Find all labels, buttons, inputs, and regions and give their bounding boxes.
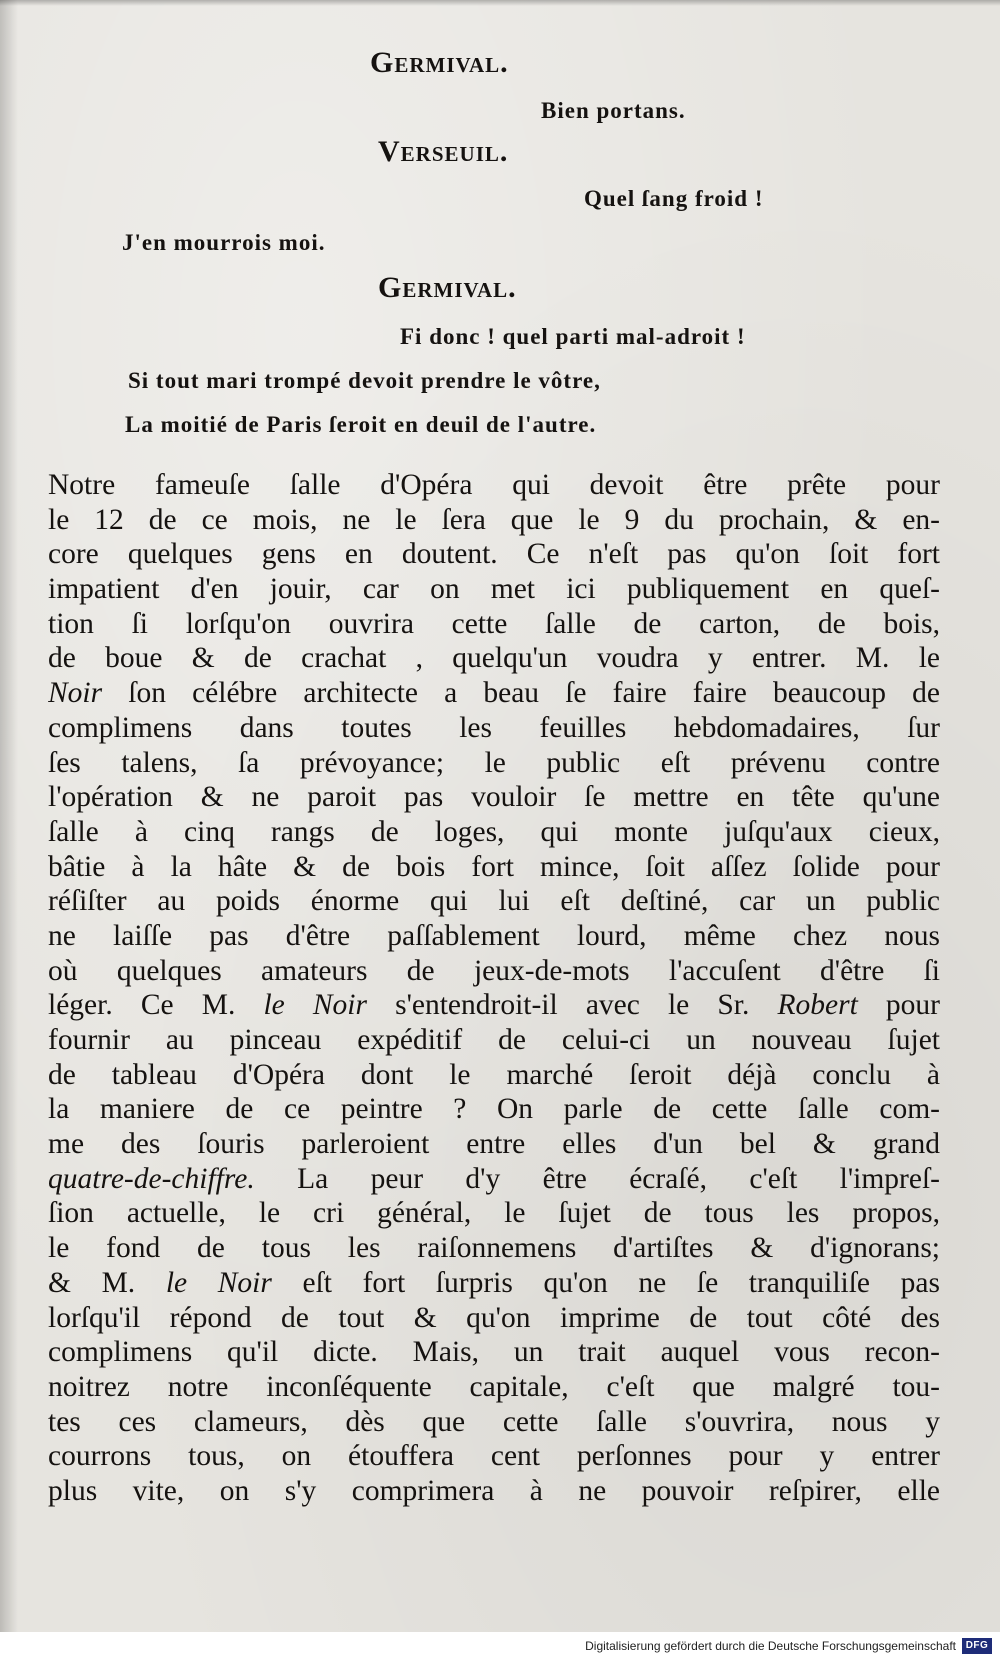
prose-line [48,1474,940,1509]
text-run: ſalle à cinq rangs de loges, qui monte juſqu'aux cieux, [48,815,940,848]
prose-line [48,1162,940,1197]
prose-line [48,988,940,1023]
text-run: pour [857,989,940,1022]
prose-line [48,607,940,642]
text-run: tion ſi lorſqu'on ouvrira cette ſalle de carton, de bois, [48,607,940,640]
italic-name: le Noir [263,989,367,1022]
text-run: Notre fameuſe ſalle d'Opéra qui devoit être prête pour [48,469,940,501]
text-run: eſt fort ſurpris qu'on ne ſe tranquiliſe pas [271,1266,940,1299]
text-run: courrons tous, on étouffera cent perſonnes pour y entrer [48,1440,940,1473]
text-run: fournir au pinceau expéditif de celui-ci un nouveau ſujet [48,1024,940,1056]
digitization-footer [0,1632,1000,1661]
verse-line: Bien portans. [541,98,686,123]
text-run: de boue & de crachat , quelqu'un voudra y entrer. M. le [48,642,940,675]
speaker-name-verseuil: Verseuil. [378,135,509,168]
prose-line [48,711,940,746]
verse-line: La moitié de Paris ſeroit en deuil de l'autre. [125,412,597,437]
text-run: noitrez notre inconſéquente capitale, c'eſt que malgré tou- [48,1370,940,1403]
text-run: léger. Ce M. [48,989,264,1022]
text-run: impatient d'en jouir, car on met ici publiquement en queſ- [48,573,940,606]
prose-line [48,746,940,781]
prose-line [48,850,940,885]
text-run: l'opération & ne paroit pas vouloir ſe mettre en tête qu'une [48,781,940,814]
prose-line [48,503,940,538]
verse-line: Fi donc ! quel parti mal-adroit ! [400,324,746,349]
text-run: me des ſouris parleroient entre elles d'un bel & grand [48,1128,940,1161]
italic-name: quatre-de-chiffre. [48,1162,255,1195]
italic-name: Robert [777,989,858,1022]
text-run: core quelques gens en doutent. Ce n'eſt pas qu'on ſoit fort [48,538,940,571]
prose-line [48,1231,940,1266]
text-run: le fond de tous les raiſonnemens d'artiſtes & d'ignorans; [48,1232,940,1265]
text-run: où quelques amateurs de jeux-de-mots l'accuſent d'être ſi [48,954,940,987]
prose-line [48,1266,940,1301]
prose-line [48,641,940,676]
prose-line [48,676,940,711]
speaker-name-germival-1: Germival. [370,46,509,79]
text-run: plus vite, on s'y comprimera à ne pouvoir reſpirer, elle [48,1474,940,1507]
text-run: ſon célébre architecte a beau ſe faire faire beaucoup de [102,677,940,710]
prose-line [48,468,940,503]
text-run: le 12 de ce mois, ne le ſera que le 9 du prochain, & en- [48,503,940,536]
page-binding-shadow [0,0,18,1632]
text-run: réſiſter au poids énorme qui lui eſt deſtiné, car un public [48,885,940,918]
prose-line [48,1335,940,1370]
speaker-name-germival-2: Germival. [378,271,517,304]
prose-line [48,1301,940,1336]
text-run: & M. [48,1266,166,1299]
text-run: complimens qu'il dicte. Mais, un trait auquel vous recon- [48,1336,940,1369]
italic-name: Noir [48,677,103,710]
prose-line [48,572,940,607]
prose-paragraph [48,468,940,1509]
prose-line [48,884,940,919]
prose-line [48,1092,940,1127]
text-run: lorſqu'il répond de tout & qu'on imprime de tout côté des [48,1301,940,1334]
text-run: ſion actuelle, le cri général, le ſujet de tous les propos, [48,1197,940,1230]
italic-name: le Noir [165,1266,272,1299]
text-run: de tableau d'Opéra dont le marché ſeroit déjà conclu à [48,1058,940,1091]
text-run: la maniere de ce peintre ? On parle de cette ſalle com- [48,1093,940,1126]
prose-line [48,1439,940,1474]
prose-line [48,1405,940,1440]
prose-line [48,1127,940,1162]
prose-line [48,1023,940,1058]
dfg-logo: DFG [962,1638,992,1654]
prose-line [48,780,940,815]
prose-line [48,919,940,954]
text-run: ne laiſſe pas d'être paſſablement lourd, même chez nous [48,919,940,952]
text-run: tes ces clameurs, dès que cette ſalle s'ouvrira, nous y [48,1405,940,1438]
text-run: complimens dans toutes les feuilles hebdomadaires, ſur [48,711,940,744]
prose-line [48,815,940,850]
text-run: s'entendroit-il avec le Sr. [366,989,778,1022]
verse-line: Si tout mari trompé devoit prendre le vôtre, [128,368,601,393]
prose-line [48,1196,940,1231]
page-top-shadow [0,0,1000,6]
prose-line [48,1058,940,1093]
verse-line: Quel ſang froid ! [584,186,764,211]
footer-credit: Digitalisierung gefördert durch die Deutsche Forschungsgemeinschaft [585,1639,956,1653]
prose-line [48,1370,940,1405]
prose-line [48,537,940,572]
text-run: ſes talens, ſa prévoyance; le public eſt prévenu contre [48,746,940,779]
text-run: bâtie à la hâte & de bois fort mince, ſoit aſſez ſolide pour [48,850,940,883]
prose-line [48,954,940,989]
verse-line: J'en mourrois moi. [122,230,326,255]
text-run: La peur d'y être écraſé, c'eſt l'impreſ- [254,1162,940,1195]
